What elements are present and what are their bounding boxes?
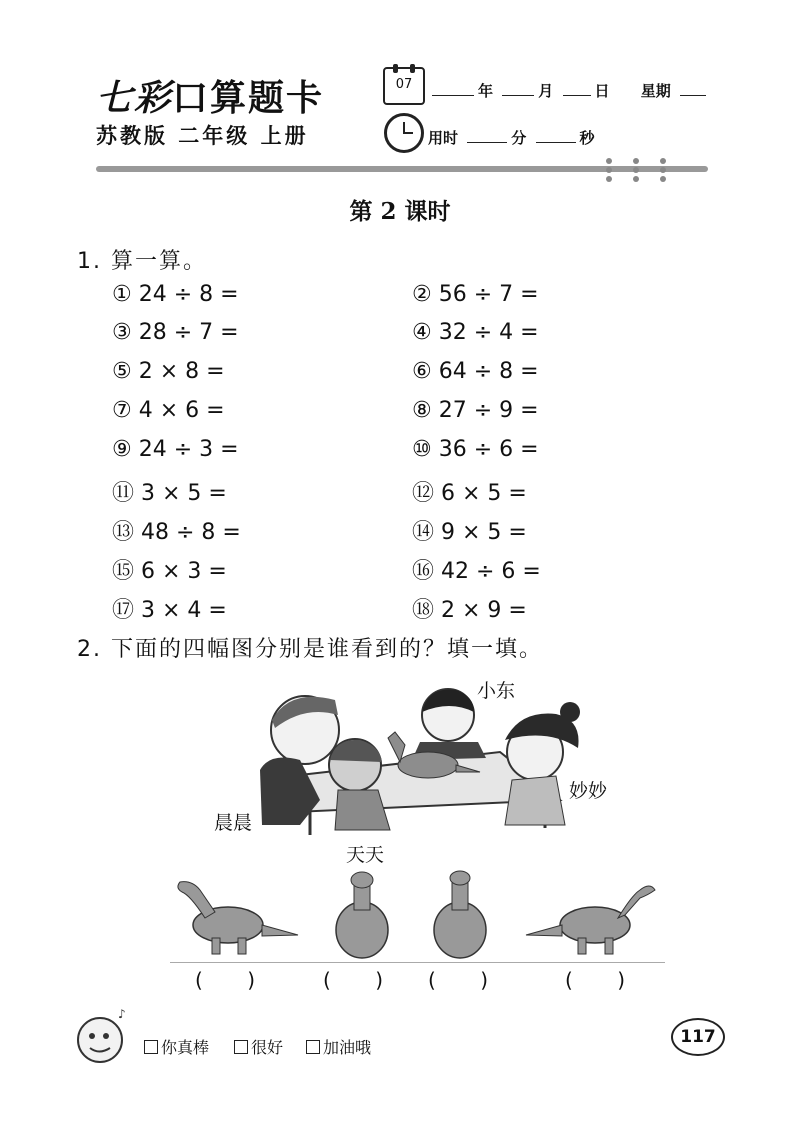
answer-blank-2[interactable]: ( ) [323,968,384,992]
problem-9[interactable]: ⑨ 24 ÷ 3 = [112,437,239,462]
answer-blank-1[interactable]: ( ) [195,968,256,992]
minute-label: 分 [511,129,527,147]
weekday-label: 星期 [640,82,671,100]
brand-title-rest: 口算题卡 [172,77,325,119]
answer-blank-3[interactable]: ( ) [428,968,489,992]
answer-blank-4[interactable]: ( ) [565,968,626,992]
problem-7[interactable]: ⑦ 4 × 6 = [112,398,225,423]
problem-8[interactable]: ⑧ 27 ÷ 9 = [412,398,539,423]
checkbox-icon[interactable] [234,1040,248,1054]
problem-2[interactable]: ② 56 ÷ 7 = [412,282,539,307]
question-1-title: 1. 算一算。 [77,249,207,274]
problem-14[interactable]: ⑭ 9 × 5 = [412,520,527,545]
lesson-title: 第 2 课时 [349,198,451,225]
problem-3[interactable]: ③ 28 ÷ 7 = [112,320,239,345]
rating-option-great[interactable] [144,1035,209,1058]
rating-label: 你真棒 [161,1038,210,1057]
svg-text:♪: ♪ [118,1007,126,1021]
time-label: 用时 [428,129,459,147]
problem-5[interactable]: ⑤ 2 × 8 = [112,359,225,384]
checkbox-icon[interactable] [144,1040,158,1054]
problem-6[interactable]: ⑥ 64 ÷ 8 = [412,359,539,384]
brand-title-first: 七彩 [96,77,173,119]
problem-18[interactable]: ⑱ 2 × 9 = [412,598,527,623]
rating-option-keep-going[interactable] [306,1035,371,1058]
rating-label: 加油哦 [323,1038,372,1057]
problem-4[interactable]: ④ 32 ÷ 4 = [412,320,539,345]
problem-16[interactable]: ⑯ 42 ÷ 6 = [412,559,541,584]
problem-10[interactable]: ⑩ 36 ÷ 6 = [412,437,539,462]
name-label-chenchen: 晨晨 [214,812,253,834]
month-label: 月 [538,82,554,100]
problem-13[interactable]: ⑬ 48 ÷ 8 = [112,520,241,545]
question-2-title: 2. 下面的四幅图分别是谁看到的？填一填。 [77,637,543,662]
name-label-miaomiao: 妙妙 [569,780,608,802]
page-number: 117 [671,1018,725,1056]
second-label: 秒 [579,129,595,147]
problem-1[interactable]: ① 24 ÷ 8 = [112,282,239,307]
problem-17[interactable]: ⑰ 3 × 4 = [112,598,227,623]
rating-label: 很好 [251,1038,284,1057]
name-label-xiaodong: 小东 [477,680,516,702]
day-label: 日 [594,82,610,100]
edition-label: 苏教版 二年级 上册 [96,124,309,148]
rating-option-good[interactable] [234,1035,283,1058]
ground-line [170,962,665,963]
year-label: 年 [478,82,494,100]
problem-15[interactable]: ⑮ 6 × 3 = [112,559,227,584]
problem-11[interactable]: ⑪ 3 × 5 = [112,481,227,506]
name-label-tiantian: 天天 [346,844,385,866]
checkbox-icon[interactable] [306,1040,320,1054]
calendar-day: 07 [395,77,413,92]
problem-12[interactable]: ⑫ 6 × 5 = [412,481,527,506]
